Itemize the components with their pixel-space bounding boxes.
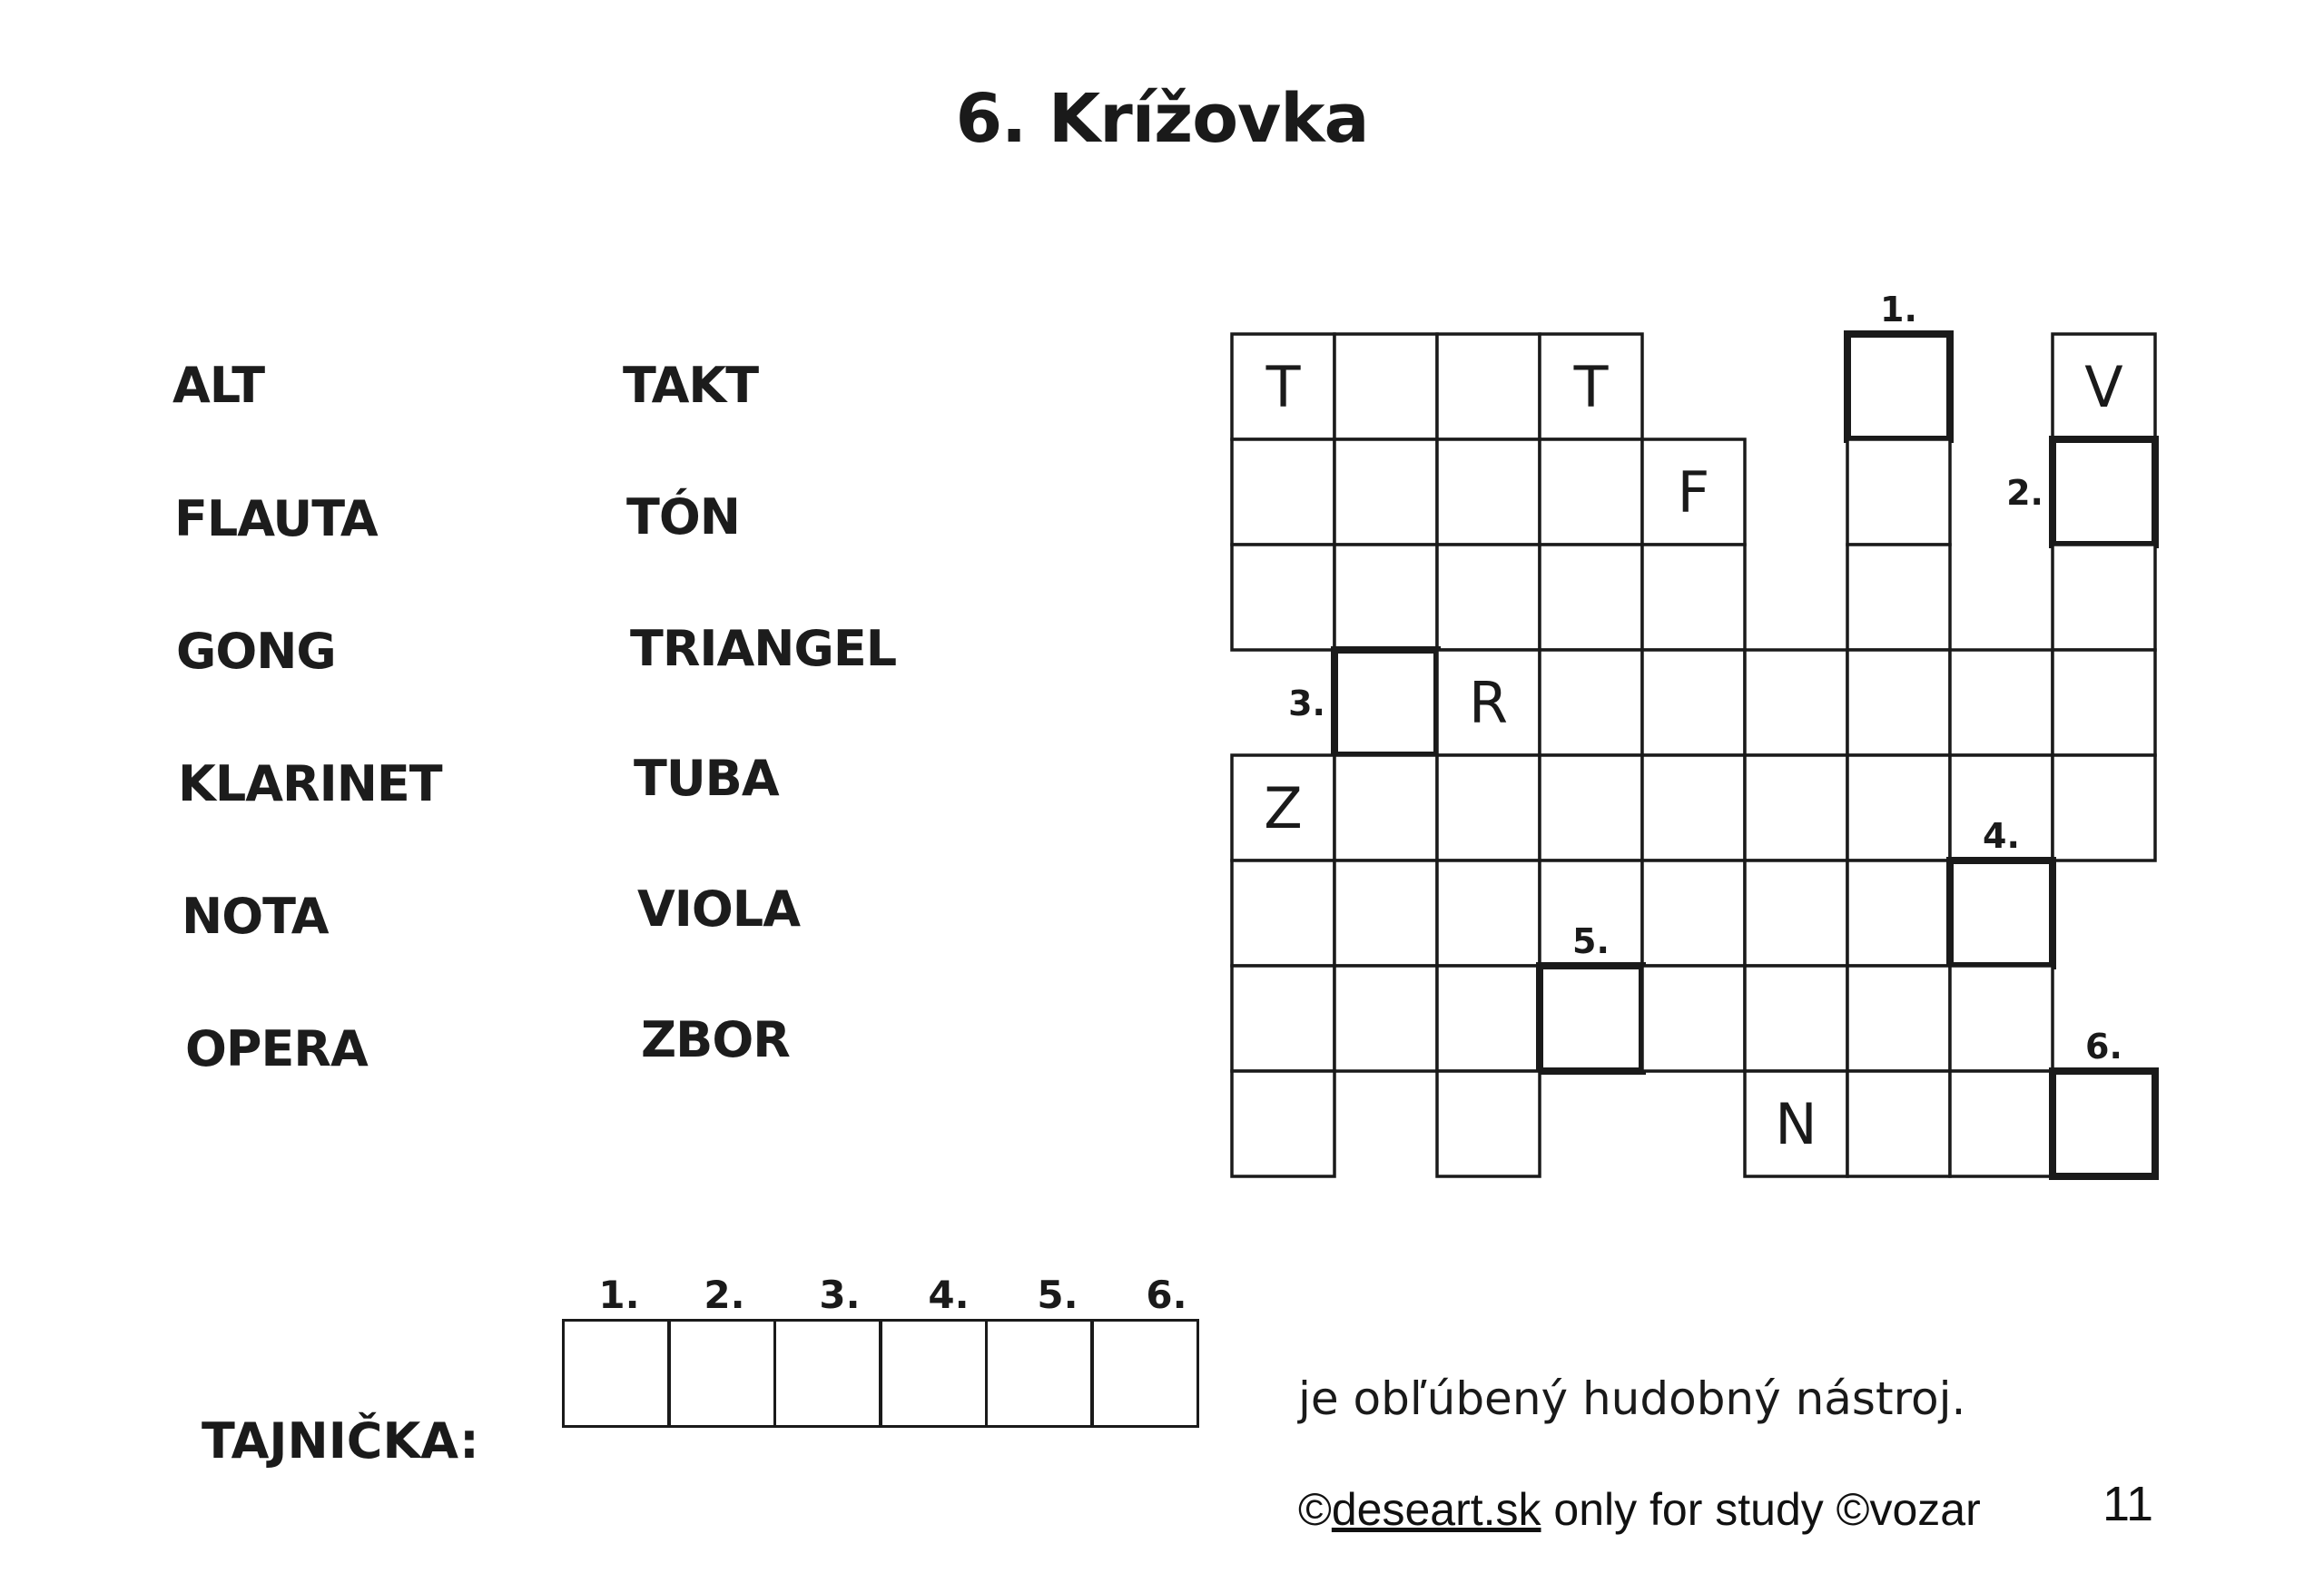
given-letter: Z — [1264, 775, 1303, 841]
secret-number: 4. — [928, 1273, 970, 1317]
grid-cell[interactable] — [1847, 755, 1950, 860]
grid-cell[interactable] — [1950, 650, 2053, 755]
grid-cell[interactable] — [1232, 439, 1334, 545]
given-letter: V — [2084, 354, 2123, 420]
page-number: 11 — [2102, 1477, 2154, 1531]
key-number-label: 6. — [2085, 1027, 2122, 1067]
word-item: FLAUTA — [174, 490, 378, 547]
grid-cell[interactable] — [1232, 1071, 1334, 1176]
grid-cell[interactable] — [1847, 966, 1950, 1071]
word-item: TRIANGEL — [630, 620, 897, 677]
grid-cell[interactable] — [1642, 439, 1745, 545]
grid-cell[interactable] — [1950, 1071, 2053, 1176]
grid-cell[interactable] — [2053, 650, 2155, 755]
word-item: KLARINET — [178, 755, 442, 812]
footer-rest: only for study ©vozar — [1541, 1484, 1981, 1535]
grid-cell[interactable] — [1847, 650, 1950, 755]
grid-cell[interactable] — [1642, 860, 1745, 966]
grid-cell[interactable] — [1232, 545, 1334, 650]
grid-cell[interactable] — [1642, 545, 1745, 650]
grid-cell[interactable] — [1540, 439, 1642, 545]
key-number-label: 3. — [1288, 683, 1325, 723]
word-item: NOTA — [182, 888, 329, 945]
given-letter: T — [1265, 354, 1301, 420]
grid-cell[interactable] — [1745, 1071, 1847, 1176]
grid-cell[interactable] — [1847, 439, 1950, 545]
word-item: ZBOR — [641, 1011, 790, 1068]
secret-number: 3. — [819, 1273, 861, 1317]
grid-cell[interactable] — [1232, 860, 1334, 966]
secret-number: 5. — [1037, 1273, 1078, 1317]
word-item: TÓN — [626, 488, 740, 546]
word-item: ALT — [172, 357, 265, 414]
grid-cell[interactable] — [1437, 334, 1540, 439]
grid-cell[interactable] — [1232, 755, 1334, 860]
grid-cell[interactable] — [1334, 334, 1437, 439]
given-letter: F — [1677, 459, 1710, 526]
secret-label: TAJNIČKA: — [202, 1412, 479, 1470]
grid-cell[interactable] — [1745, 860, 1847, 966]
grid-cell[interactable] — [1334, 966, 1437, 1071]
given-letter: T — [1573, 354, 1609, 420]
grid-cell[interactable] — [1437, 755, 1540, 860]
grid-cell[interactable] — [2053, 755, 2155, 860]
grid-cell[interactable] — [1847, 1071, 1950, 1176]
grid-cell[interactable] — [1847, 860, 1950, 966]
secret-key-cell[interactable] — [1334, 650, 1437, 755]
secret-key-cell[interactable] — [1847, 334, 1950, 439]
grid-cell[interactable] — [1437, 545, 1540, 650]
grid-cell[interactable] — [1540, 334, 1642, 439]
grid-cell[interactable] — [1437, 860, 1540, 966]
grid-cell[interactable] — [1232, 966, 1334, 1071]
secret-cell[interactable] — [667, 1319, 776, 1428]
word-item: TUBA — [634, 750, 779, 807]
key-number-label: 5. — [1572, 921, 1610, 961]
given-letter: R — [1468, 670, 1509, 736]
word-item: OPERA — [185, 1020, 368, 1077]
grid-cell[interactable] — [1437, 966, 1540, 1071]
footer-link[interactable]: deseart.sk — [1331, 1484, 1541, 1535]
secret-key-cell[interactable] — [2053, 1071, 2155, 1176]
footer-copyright — [1298, 1483, 1981, 1536]
grid-cell[interactable] — [1642, 966, 1745, 1071]
secret-cell[interactable] — [985, 1319, 1094, 1428]
grid-cell[interactable] — [1334, 439, 1437, 545]
word-item: TAKT — [623, 357, 759, 414]
word-item: VIOLA — [637, 880, 800, 938]
grid-cell[interactable] — [1540, 545, 1642, 650]
grid-cell[interactable] — [1642, 650, 1745, 755]
secret-key-cell[interactable] — [1950, 860, 2053, 966]
secret-cell[interactable] — [1090, 1319, 1199, 1428]
secret-key-cell[interactable] — [2053, 439, 2155, 545]
grid-cell[interactable] — [1437, 1071, 1540, 1176]
grid-cell[interactable] — [1745, 966, 1847, 1071]
grid-cell[interactable] — [1745, 650, 1847, 755]
secret-cell[interactable] — [773, 1319, 882, 1428]
page-title: 6. Krížovka — [955, 80, 1369, 158]
grid-cell[interactable] — [1540, 650, 1642, 755]
secret-suffix: je obľúbený hudobný nástroj. — [1298, 1372, 1966, 1425]
grid-cell[interactable] — [1232, 334, 1334, 439]
key-number-label: 1. — [1880, 290, 1917, 329]
word-item: GONG — [176, 623, 336, 680]
secret-answer-row — [565, 1319, 1199, 1428]
key-number-label: 4. — [1983, 816, 2020, 856]
grid-cell[interactable] — [1334, 755, 1437, 860]
grid-cell[interactable] — [1950, 966, 2053, 1071]
grid-cell[interactable] — [1437, 439, 1540, 545]
grid-cell[interactable] — [1437, 650, 1540, 755]
grid-cell[interactable] — [1334, 860, 1437, 966]
secret-number: 6. — [1146, 1273, 1187, 1317]
footer-prefix: © — [1298, 1484, 1332, 1535]
key-number-label: 2. — [2006, 473, 2043, 513]
secret-number: 1. — [598, 1273, 640, 1317]
grid-cell[interactable] — [1847, 545, 1950, 650]
given-letter: N — [1775, 1091, 1817, 1157]
secret-cell[interactable] — [562, 1319, 671, 1428]
grid-cell[interactable] — [2053, 334, 2155, 439]
grid-cell[interactable] — [1642, 755, 1745, 860]
grid-cell[interactable] — [1334, 545, 1437, 650]
grid-cell[interactable] — [2053, 545, 2155, 650]
grid-cell[interactable] — [1540, 755, 1642, 860]
secret-key-cell[interactable] — [1540, 966, 1642, 1071]
grid-cell[interactable] — [1745, 755, 1847, 860]
secret-number: 2. — [704, 1273, 745, 1317]
secret-cell[interactable] — [879, 1319, 988, 1428]
